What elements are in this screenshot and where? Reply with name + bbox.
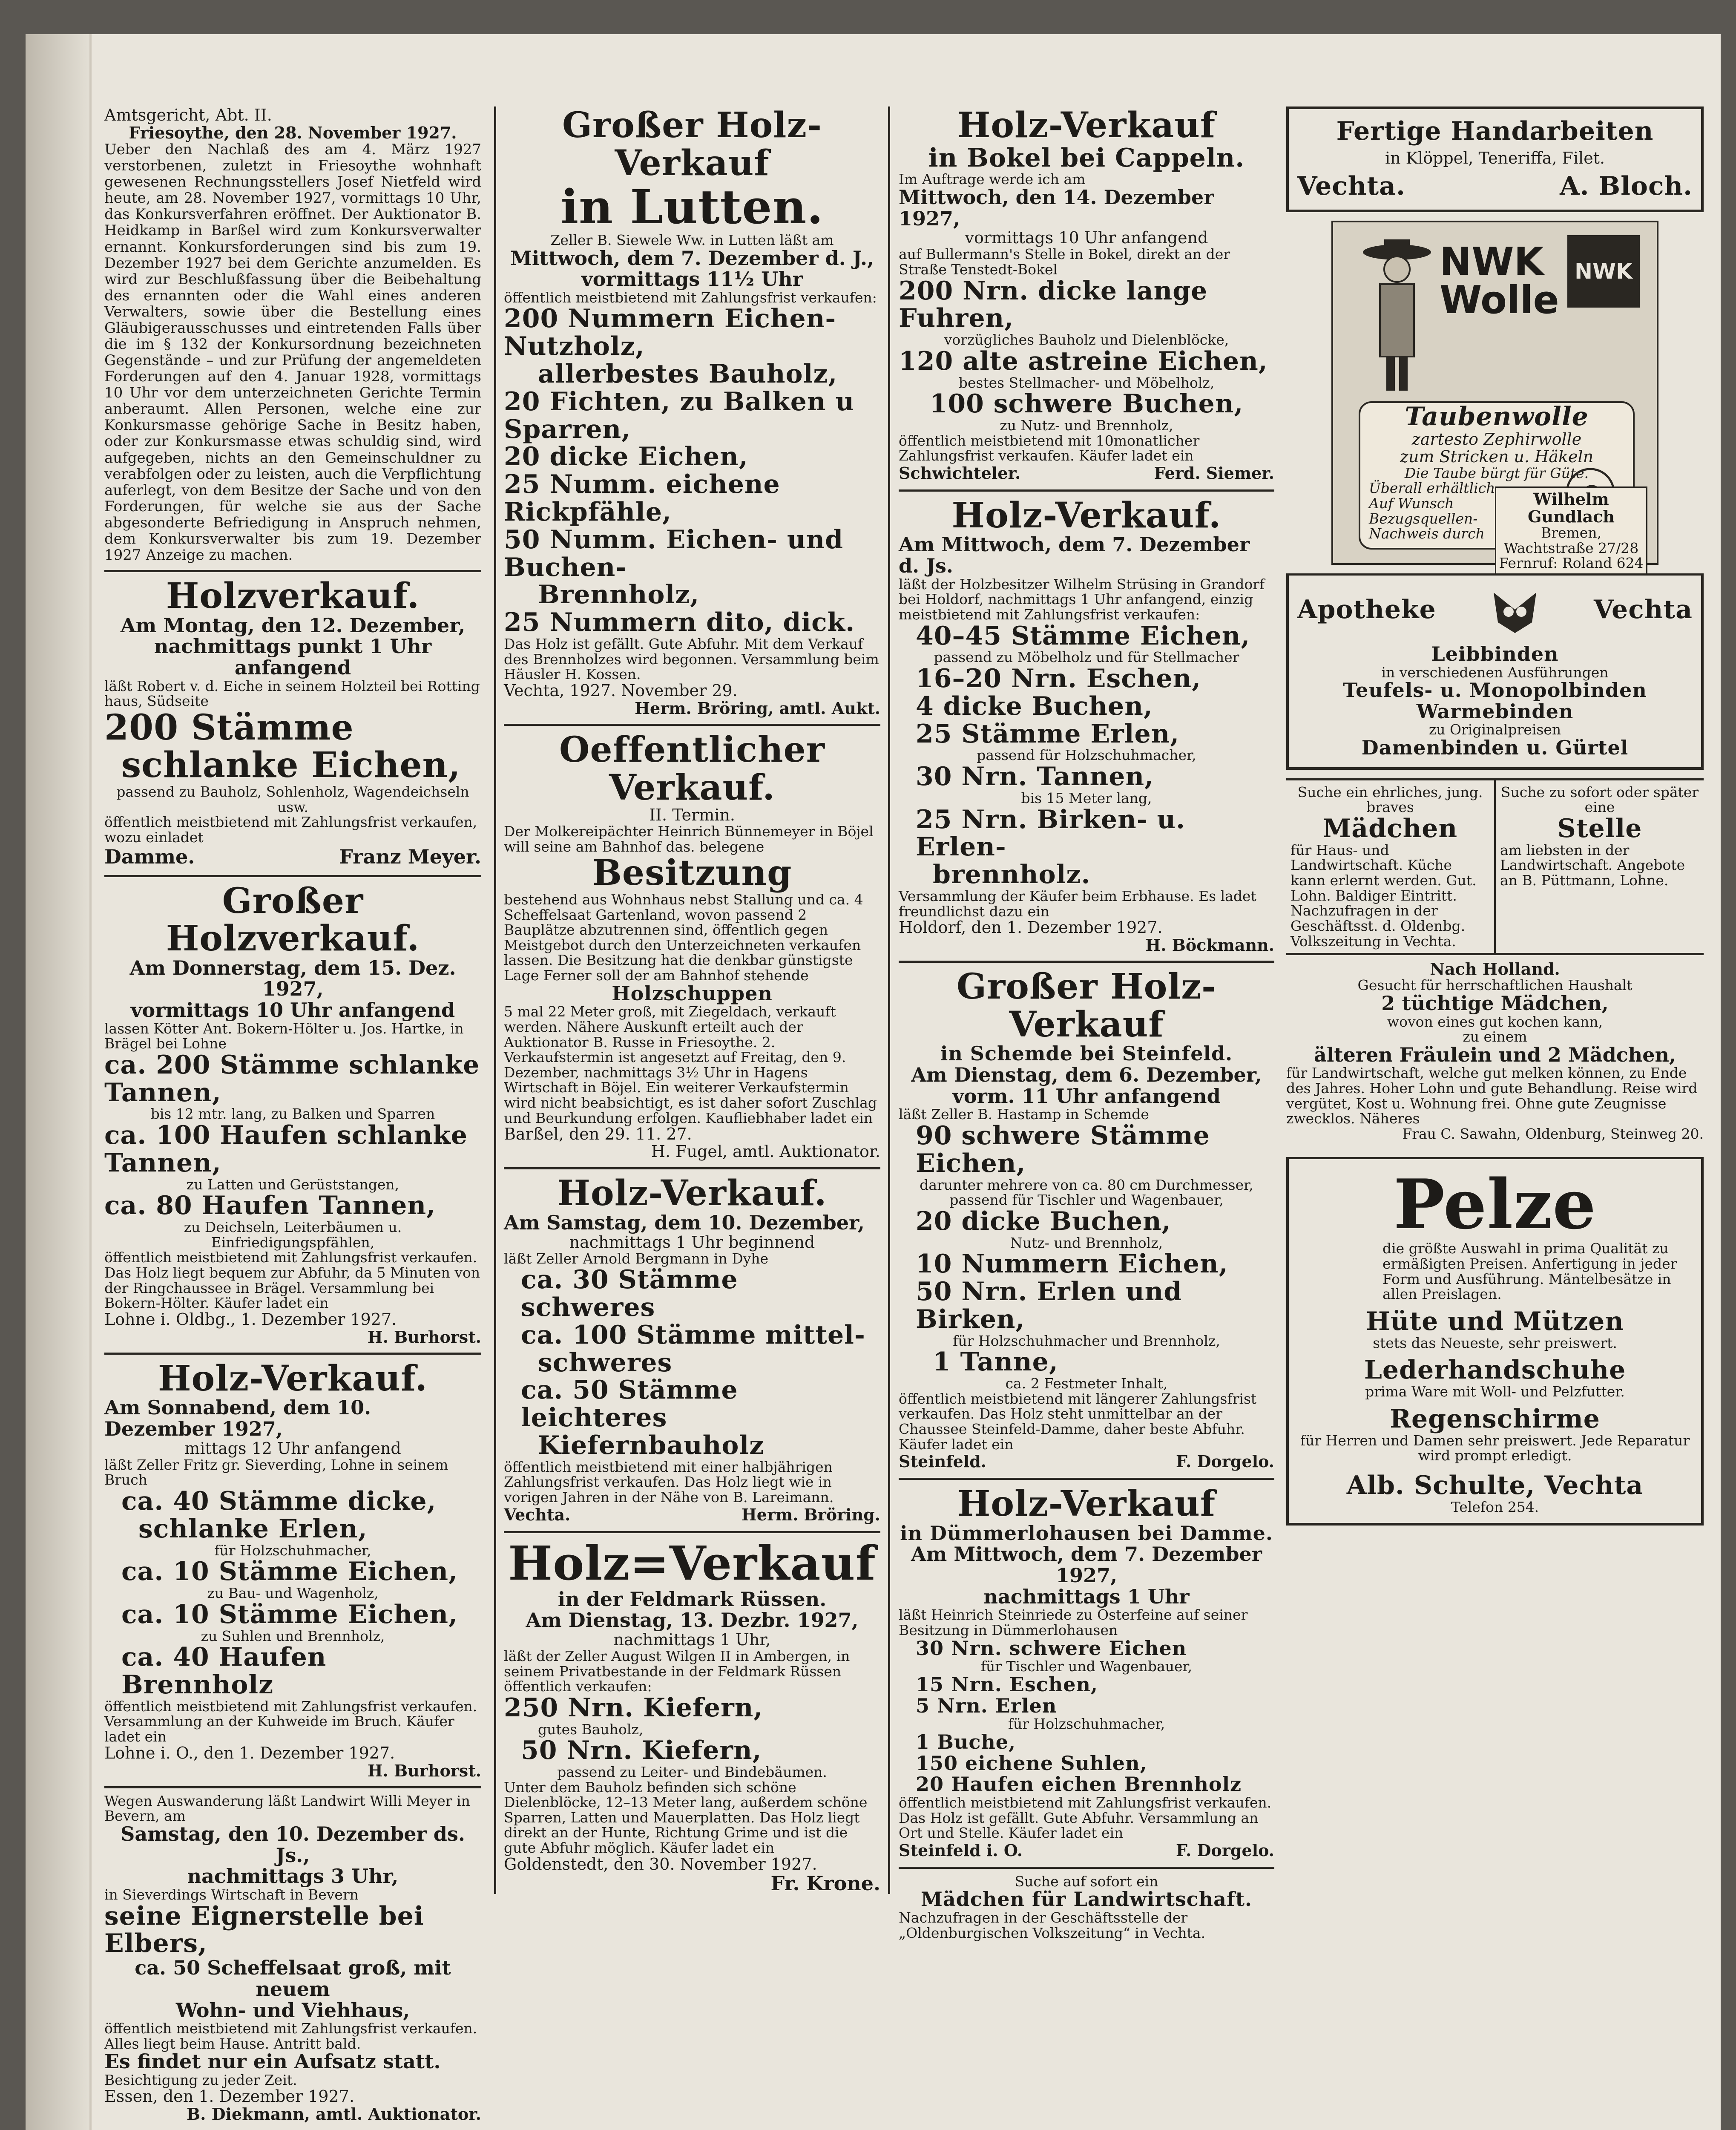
ad-time: vormittags 11½ Uhr — [581, 268, 803, 291]
ad-item: 120 alte astreine Eichen, — [899, 346, 1268, 376]
ad-signer: H. Burhorst. — [367, 1327, 481, 1347]
ad-item: schlanke Erlen, — [138, 1514, 368, 1544]
ad-note: für Holzschuhmacher, — [214, 1542, 371, 1559]
product-line: zum Stricken u. Häkeln — [1400, 447, 1594, 466]
ad-big-line: Holzschuppen — [612, 982, 773, 1005]
ad-terms: öffentlich meistbietend mit Zahlungsfrist verkaufen. Das Holz ist gefällt. Gute Abfuhr. Versammlung an Ort und Stelle. Käufer ladet ein — [899, 1794, 1272, 1842]
ad-place: Steinfeld i. O. — [899, 1840, 1023, 1860]
ad-place: Lohne i. O., den 1. Dezember 1927. — [104, 1743, 395, 1762]
ad-big-line: seine Eignerstelle bei Elbers, — [104, 1901, 424, 1959]
ad-big-line: schlanke Eichen, — [121, 745, 461, 786]
ad-title-place: in Schemde bei Steinfeld. — [940, 1042, 1233, 1065]
ad-intro: läßt der Holzbesitzer Wilhelm Strüsing in Grandorf bei Holdorf, nachmittags 1 Uhr anfangend, einzig meistbietend mit Zahlungsfrist verkaufen: — [899, 576, 1265, 623]
ad-signature — [899, 1841, 1274, 1860]
ad-place: Lohne i. Oldbg., 1. Dezember 1927. — [104, 1310, 397, 1329]
ad-intro: läßt Zeller Fritz gr. Sieverding, Lohne in seinem Bruch — [104, 1456, 448, 1488]
ad-date: Am Donnerstag, dem 15. Dez. 1927, — [129, 956, 456, 1001]
ad-item: Kiefernbauholz — [538, 1431, 765, 1461]
ad-stelle-gesucht — [1496, 780, 1704, 953]
ad-maedchen-gesucht — [1286, 780, 1496, 953]
ad-place: Damme. — [104, 845, 195, 868]
ad-signer: F. Dorgelo. — [1176, 1840, 1274, 1860]
ad-big-line: Wohn- und Viehhaus, — [175, 1998, 410, 2022]
ad-place-line: in Sieverdings Wirtschaft in Bevern — [104, 1886, 359, 1903]
ad-title: Fertige Handarbeiten — [1336, 116, 1654, 146]
ad-intro: läßt der Zeller August Wilgen II in Ambergen, in seinem Privatbestande in der Feldmark Rüssen öffentlich verkaufen: — [504, 1647, 850, 1695]
ad-note: zu Latten und Gerüststangen, — [186, 1176, 400, 1193]
ad-date: Am Mittwoch, dem 7. Dezember d. Js. — [899, 533, 1250, 578]
ad-note: zu Bau- und Wagenholz, — [207, 1585, 379, 1602]
ad-item: 10 Nummern Eichen, — [916, 1249, 1228, 1279]
ad-note: vorzügliches Bauholz und Dielenblöcke, — [944, 331, 1229, 348]
ad-item: ca. 30 Stämme schweres — [521, 1265, 738, 1323]
ad-big-line: Stelle — [1557, 814, 1642, 844]
ad-title: Holz-Verkauf — [957, 1483, 1216, 1525]
ad-item: Lederhandschuhe — [1364, 1355, 1626, 1385]
ad-item: 50 Nrn. Erlen und Birken, — [916, 1277, 1182, 1334]
ad-title: Großer Holzverkauf. — [166, 880, 420, 959]
ad-intro: Gesucht für herrschaftlichen Haushalt — [1357, 977, 1633, 994]
ad-note: in verschiedenen Ausführungen — [1381, 664, 1609, 681]
ad-item: 150 eichene Suhlen, — [916, 1751, 1147, 1775]
ad-terms: Versammlung der Käufer beim Erbhause. Es ladet freundlichst dazu ein — [899, 887, 1256, 920]
ad-body: die größte Auswahl in prima Qualität zu ermäßigten Preisen. Anfertigung in jeder Form und Ausführung. Mäntelbesätze in allen Preislagen. — [1382, 1240, 1677, 1303]
ad-pelze-schulte — [1286, 1157, 1704, 1526]
ad-place: Schwichteler. — [899, 463, 1021, 483]
ad-item: ca. 100 Stämme mittel- — [521, 1320, 865, 1350]
apotheke-left: Apotheke — [1297, 594, 1436, 625]
ad-date: Am Mittwoch, dem 7. Dezember 1927, — [911, 1543, 1262, 1587]
ad-note: für Herren und Damen sehr preiswert. Jede Reparatur wird prompt erledigt. — [1300, 1432, 1690, 1464]
ad-title: Holz-Verkauf. — [951, 495, 1222, 536]
ad-body: Nachzufragen in der Geschäftsstelle der „Oldenburgischen Volkszeitung“ in Vechta. — [899, 1909, 1206, 1941]
ad-body: 5 mal 22 Meter groß, mit Ziegeldach, verkauft werden. Nähere Auskunft erteilt auch der Auktionator B. Russe in Friesoythe. 2. Verkaufstermin ist angesetzt auf Freitag, den 9. Dezember, nachmittags 3½ Uhr in Hagens Wirtschaft in Böjel. Ein weiterer Verkaufstermin wird nicht beabsichtigt, es ist daher sofort Zuschlag und Beurkundung erfolgen. Kaufliebhaber ladet ein — [504, 1003, 877, 1126]
ad-head: Nach Holland. — [1430, 959, 1560, 979]
ad-intro: auf Bullermann's Stelle in Bokel, direkt an der Straße Tenstedt-Bokel — [899, 246, 1230, 278]
ad-fertige-handarbeiten — [1286, 106, 1704, 212]
ad-body: zu einem — [1463, 1028, 1527, 1045]
ad-body: für Landwirtschaft, welche gut melken können, zu Ende des Jahres. Hoher Lohn und gute Behandlung. Reise wird vergütet, Kost u. Wohnung frei. Ohne gute Zeugnisse zwecklos. Näheres — [1286, 1065, 1698, 1127]
badge-label: NWK — [1575, 259, 1633, 284]
ad-time: mittags 12 Uhr anfangend — [184, 1439, 401, 1458]
ad-apotheke-vechta — [1286, 573, 1704, 770]
ad-item: 25 Stämme Erlen, — [916, 719, 1180, 749]
brand-name: NWK — [1440, 239, 1544, 284]
ad-grosser-holzverkauf-braegel — [104, 875, 481, 1353]
ad-holz-verkauf-sieverding — [104, 1353, 481, 1786]
ad-date: Samstag, den 10. Dezember ds. Js., — [121, 1822, 465, 1867]
ad-title: Großer Holz-Verkauf — [562, 105, 822, 184]
ad-item: ca. 200 Stämme schlanke Tannen, — [104, 1050, 480, 1108]
ad-title: Oeffentlicher Verkauf. — [559, 729, 825, 808]
product-line: zartesto Zephirwolle — [1411, 429, 1582, 449]
ad-time: nachmittags 1 Uhr, — [613, 1630, 771, 1649]
ad-intro: lassen Kötter Ant. Bokern-Hölter u. Jos. Hartke, in Brägel bei Lohne — [104, 1020, 464, 1052]
ad-place: Vechta. — [1297, 171, 1405, 201]
ad-intro: läßt Robert v. d. Eiche in seinem Holzteil bei Rotting haus, Südseite — [104, 677, 480, 710]
ad-oeffentlicher-verkauf — [504, 724, 880, 1167]
ad-intro: Wegen Auswanderung läßt Landwirt Willi Meyer in Bevern, am — [104, 1792, 470, 1825]
ad-body: für Haus- und Landwirtschaft. Küche kann erlernt werden. Gut. Lohn. Baldiger Eintritt. Nachzufragen in der Geschäftsst. d. Oldenbg. Volkszeitung in Vechta. — [1291, 841, 1477, 950]
ad-signature — [1297, 171, 1693, 201]
ad-place: Goldenstedt, den 30. November 1927. — [504, 1854, 817, 1874]
ad-item: schweres — [538, 1347, 673, 1378]
ad-signer: Fr. Krone. — [770, 1871, 880, 1895]
ad-title: Holz=Verkauf — [508, 1535, 876, 1591]
ad-item: 50 Numm. Eichen- und Buchen- — [504, 524, 844, 582]
ad-item: ca. 80 Haufen Tannen, — [104, 1191, 436, 1221]
ad-terms: öffentlich meistbietend mit Zahlungsfrist verkaufen. Alles liegt beim Hause. Antritt bald. — [104, 2020, 477, 2052]
ad-terms: öffentlich meistbietend mit Zahlungsfrist verkaufen. Das Holz liegt bequem zur Abfuhr, da 5 Minuten von der Ringchaussee in Brägel. Versammlung bei Bokern-Hölter. Käufer ladet ein — [104, 1249, 480, 1312]
ad-big-line: Besitzung — [592, 852, 792, 894]
book-gutter — [26, 34, 89, 2130]
ad-item: Leibbinden — [1431, 642, 1559, 665]
ad-title-place: in Lutten. — [560, 179, 824, 235]
ad-time: vorm. 11 Uhr anfangend — [952, 1084, 1221, 1108]
ad-date: Mittwoch, den 14. Dezember 1927, — [899, 185, 1214, 230]
ad-date: Am Samstag, dem 10. Dezember, — [504, 1211, 865, 1234]
ad-item: 25 Nummern dito, dick. — [504, 607, 855, 638]
firm-name: Wilhelm Gundlach — [1527, 489, 1615, 526]
ad-item: 20 dicke Buchen, — [916, 1206, 1171, 1236]
ad-signature — [104, 845, 481, 868]
ad-item: Teufels- u. Monopolbinden — [1343, 679, 1647, 702]
column-4 — [1286, 106, 1704, 1526]
ad-item: ca. 10 Stämme Eichen, — [121, 1599, 458, 1629]
firm-address: Bremen, Wachtstraße 27/28 — [1503, 524, 1639, 556]
ad-date: Mittwoch, dem 7. Dezember d. J., — [510, 246, 874, 270]
ad-place: Holdorf, den 1. Dezember 1927. — [899, 918, 1163, 937]
ad-note: passend zu Bauholz, Sohlenholz, Wagendeichseln usw. — [116, 783, 469, 815]
ad-signer: B. Diekmann, amtl. Auktionator. — [187, 2104, 481, 2124]
ad-note: für Tischler und Wagenbauer, — [980, 1658, 1193, 1675]
ad-item: 20 dicke Eichen, — [504, 442, 748, 472]
ad-intro: läßt Heinrich Steinriede zu Osterfeine auf seiner Besitzung in Dümmerlohausen — [899, 1606, 1248, 1639]
ad-intro: Suche auf sofort ein — [1015, 1873, 1158, 1890]
ad-place: Steinfeld. — [899, 1452, 986, 1471]
ad-time: nachmittags 1 Uhr — [983, 1585, 1190, 1608]
ad-note: gutes Bauholz, — [538, 1721, 644, 1738]
ad-place: Vechta, 1927. November 29. — [504, 681, 738, 700]
ad-holz-verkauf-dyhe — [504, 1167, 880, 1531]
ad-intro: Zeller B. Siewele Ww. in Lutten läßt am — [550, 231, 834, 248]
ad-body: wovon eines gut kochen kann, — [1387, 1013, 1603, 1030]
ad-body: Unter dem Bauholz befinden sich schöne Dielenblöcke, 12–13 Meter lang, außerdem schöne Sparren, Latten und Mauerplatten. Das Holz liegt direkt an der Hunte, Richtung Grime und ist die gute Abfuhr möglich. Käufer ladet ein — [504, 1779, 868, 1857]
ad-terms: öffentlich meistbietend mit Zahlungsfrist verkaufen. Versammlung an der Kuhweide im Bruch. Käufer ladet ein — [104, 1698, 477, 1745]
court-notice — [104, 106, 481, 570]
column-3 — [899, 106, 1282, 1940]
court-date: Friesoythe, den 28. November 1927. — [129, 123, 457, 143]
ad-item: 25 Numm. eichene Rickpfähle, — [504, 469, 780, 527]
ad-date: Am Dienstag, dem 6. Dezember, — [911, 1063, 1262, 1086]
ad-holz-verkauf-bokel — [899, 106, 1274, 489]
brand-name-2: Wolle — [1440, 277, 1559, 322]
ad-signer: F. Dorgelo. — [1176, 1452, 1274, 1471]
ad-holz-verkauf-duemmerlohausen — [899, 1478, 1274, 1867]
ad-intro: läßt Zeller Arnold Bergmann in Dyhe — [504, 1250, 769, 1267]
ad-big-line: Mädchen — [1322, 814, 1458, 844]
ad-place-line: in der Feldmark Rüssen. — [558, 1587, 827, 1611]
ad-note: für Holzschuhmacher und Brennholz, — [953, 1332, 1220, 1349]
ad-note: zu Originalpreisen — [1428, 721, 1561, 738]
ad-item: 30 Nrn. Tannen, — [916, 762, 1154, 792]
ad-intro: Suche zu sofort oder später eine — [1500, 783, 1699, 816]
ad-phone: Telefon 254. — [1451, 1498, 1539, 1515]
ad-signature — [899, 1452, 1274, 1471]
ad-big-line: älteren Fräulein und 2 Mädchen, — [1314, 1043, 1676, 1066]
ad-signer: Herm. Bröring. — [741, 1505, 880, 1524]
ad-item: 20 Haufen eichen Brennholz — [916, 1773, 1242, 1796]
product-line: Die Taube bürgt für Güte. — [1404, 464, 1589, 481]
ad-title-place: in Bokel bei Cappeln. — [928, 143, 1245, 173]
ad-note: stets das Neueste, sehr preiswert. — [1373, 1334, 1617, 1351]
ad-terms: öffentlich meistbietend mit 10monatlicher Zahlungsfrist verkaufen. Käufer ladet ein — [899, 432, 1200, 464]
ad-item: 200 Nummern Eichen-Nutzholz, — [504, 304, 836, 362]
ad-item: 90 schwere Stämme Eichen, — [916, 1120, 1210, 1178]
court-head: Amtsgericht, Abt. II. — [104, 106, 272, 124]
ad-item: 1 Tanne, — [933, 1347, 1058, 1377]
ad-holz-verkauf-grandorf — [899, 489, 1274, 961]
ad-item: Regenschirme — [1390, 1404, 1600, 1434]
ad-note: zu Deichseln, Leiterbäumen u. Einfriedigungspfählen, — [184, 1219, 402, 1251]
ad-item: 4 dicke Buchen, — [916, 691, 1153, 721]
ad-terms: öffentlich meistbietend mit einer halbjährigen Zahlungsfrist verkaufen. Das Holz liegt wie in vorigen Jahren in der Nähe von B. Lareimann. — [504, 1458, 834, 1506]
ad-item: ca. 10 Stämme Eichen, — [121, 1557, 458, 1587]
apotheke-header — [1297, 584, 1693, 635]
gundlach-box — [1495, 486, 1647, 575]
ad-intro: Suche ein ehrliches, jung. braves — [1297, 783, 1483, 816]
ad-signer: H. Fugel, amtl. Auktionator. — [651, 1142, 880, 1161]
nwk-star-icon — [1567, 235, 1640, 308]
ad-item: ca. 100 Haufen schlanke Tannen, — [104, 1120, 468, 1178]
ad-item: 50 Nrn. Kiefern, — [521, 1736, 762, 1766]
ad-item: ca. 50 Stämme leichteres — [521, 1375, 738, 1433]
ad-address: Frau C. Sawahn, Oldenburg, Steinweg 20. — [1402, 1125, 1704, 1142]
ad-note: Das Holz ist gefällt. Gute Abfuhr. Mit dem Verkauf des Brennholzes wird begonnen. Versammlung beim Häusler H. Kossen. — [504, 636, 879, 683]
ad-title: Holz-Verkauf. — [557, 1173, 827, 1214]
ad-date: Am Sonnabend, dem 10. Dezember 1927, — [104, 1396, 371, 1441]
ad-item: ca. 40 Haufen Brennholz — [121, 1642, 327, 1700]
ad-nwk-wolle — [1286, 221, 1704, 572]
ad-signer: H. Böckmann. — [1145, 935, 1274, 955]
nwk-poster — [1331, 221, 1658, 572]
ad-body: am liebsten in der Landwirtschaft. Angebote an B. Püttmann, Lohne. — [1500, 841, 1685, 889]
ad-note: darunter mehrere von ca. 80 cm Durchmesser, passend für Tischler und Wagenbauer, — [920, 1176, 1253, 1209]
ad-note: zu Suhlen und Brennholz, — [201, 1627, 385, 1644]
ad-intro: Der Molkereipächter Heinrich Bünnemeyer in Böjel will seine am Bahnhof das. belegene — [504, 823, 874, 855]
ad-title: Großer Holz-Verkauf — [956, 966, 1217, 1045]
ad-date: Am Montag, den 12. Dezember, — [120, 613, 466, 637]
ad-note: bis 12 mtr. lang, zu Balken und Sparren — [150, 1105, 435, 1123]
product-line: Auf Wunsch Bezugsquellen-Nachweis durch — [1369, 495, 1485, 542]
ad-body: bestehend aus Wohnhaus nebst Stallung und ca. 4 Scheffelsaat Gartenland, wovon passend 2 Bauplätze abzutrennen sind, öffentlich gegen Meistgebot durch den Unterzeichneten verkaufen lassen. Die Besitzung hat die denkbar günstigste Lage Ferner soll der am Bahnhof stehende — [504, 891, 863, 984]
ad-item: 1 Buche, — [916, 1730, 1016, 1753]
ad-item: 5 Nrn. Erlen — [916, 1694, 1057, 1717]
ad-big-line: Mädchen für Landwirtschaft. — [920, 1888, 1253, 1911]
ad-item: brennholz. — [933, 860, 1091, 890]
ad-note: zu Nutz- und Brennholz, — [1000, 417, 1173, 434]
ad-holzverkauf-rotting — [104, 570, 481, 875]
ad-terms: öffentlich meistbietend mit längerer Zahlungsfrist verkaufen. Das Holz steht unmittelbar an der Chaussee Steinfeld-Damme, daher beste Abfuhr. Käufer ladet ein — [899, 1390, 1257, 1453]
ad-title: Holz-Verkauf — [957, 105, 1216, 146]
ad-note: passend für Holzschuhmacher, — [977, 747, 1196, 764]
ad-title-place: in Dümmerlohausen bei Damme. — [900, 1521, 1273, 1545]
ad-title: Holzverkauf. — [166, 576, 420, 617]
ad-intro: Im Auftrage werde ich am — [899, 171, 1086, 188]
ad-place: Essen, den 1. Dezember 1927. — [104, 2087, 354, 2106]
column-1 — [104, 106, 481, 2123]
ad-time: nachmittags 3 Uhr, — [187, 1865, 399, 1888]
product-line: Überall erhältlich — [1369, 480, 1495, 497]
ad-signer: H. Burhorst. — [367, 1761, 481, 1780]
ad-title: Holz-Verkauf. — [158, 1358, 428, 1399]
ad-note: ca. 2 Festmeter Inhalt, — [1005, 1375, 1168, 1392]
ad-terms: öffentlich meistbietend mit Zahlungsfrist verkaufen: — [504, 289, 877, 306]
ad-item: 15 Nrn. Eschen, — [916, 1672, 1098, 1696]
ad-nach-holland — [1286, 953, 1704, 1148]
ad-item: Damenbinden u. Gürtel — [1361, 736, 1629, 760]
product-name: Taubenwolle — [1405, 401, 1589, 432]
ad-terms: öffentlich meistbietend mit Zahlungsfrist verkaufen, wozu einladet — [104, 814, 477, 846]
ad-stellen — [1286, 778, 1704, 953]
ad-note: passend zu Leiter- und Bindebäumen. — [557, 1763, 827, 1780]
ad-time: vormittags 10 Uhr anfangend — [130, 998, 455, 1022]
ad-grosser-holz-verkauf-lutten — [504, 106, 880, 724]
apotheke-right: Vechta — [1594, 594, 1693, 625]
ad-signer: Ferd. Siemer. — [1154, 463, 1274, 483]
ad-item: 200 Nrn. dicke lange Fuhren, — [899, 276, 1208, 334]
ad-auswanderung-meyer — [104, 1786, 481, 2123]
ad-title: Pelze — [1393, 1164, 1597, 1244]
ad-firm: Alb. Schulte, Vechta — [1346, 1470, 1644, 1500]
ad-big-line: 200 Stämme — [104, 707, 354, 748]
ad-time: nachmittags 1 Uhr beginnend — [569, 1232, 815, 1252]
ad-item: ca. 40 Stämme dicke, — [121, 1486, 437, 1517]
ad-holz-verkauf-schemde — [899, 961, 1274, 1478]
ad-intro: läßt Zeller B. Hastamp in Schemde — [899, 1106, 1149, 1123]
ad-time: nachmittags punkt 1 Uhr anfangend — [154, 635, 432, 679]
ad-item: allerbestes Bauholz, — [538, 359, 838, 389]
ad-item: 250 Nrn. Kiefern, — [504, 1692, 763, 1723]
court-body: Ueber den Nachlaß des am 4. März 1927 verstorbenen, zuletzt in Friesoythe wohnhaft gewesenen Rechnungsstellers Josef Nietfeld wird heute, am 28. November 1927, vormittags 10 Uhr, das Konkursverfahren eröffnet. Der Auktionator B. Heidkamp in Barßel wird zum Konkursverwalter ernannt. Konkursforderungen sind bis zum 19. Dezember 1927 bei dem Gerichte anzumelden. Es wird zur Beschlußfassung über die Beibehaltung des ernannten oder die Wahl eines anderen Verwalters, sowie über die Bestellung eines Gläubigerausschusses und eintretenden Falls über die im § 132 der Konkursordnung bezeichneten Gegenstände – und zur Prüfung der angemeldeten Forderungen auf den 4. Januar 1928, vormittags 10 Uhr vor dem unterzeichneten Gerichte Termin anberaumt. Allen Personen, welche eine zur Konkursmasse gehörige Sache in Besitz haben, oder zur Konkursmasse etwas schuldig sind, wird aufgegeben, nichts an den Gemeinschuldner zu verabfolgen oder zu leisten, auch die Verpflichtung auferlegt, von dem Besitze der Sache und von den Forderungen, für welche sie aus der Sache abgesonderte Befriedigung in Anspruch nehmen, dem Konkursverwalter bis zum 19. Dezember 1927 Anzeige zu machen. — [104, 141, 481, 564]
newspaper-page — [26, 34, 1721, 2130]
ad-signature — [899, 463, 1274, 483]
ad-signature — [504, 1505, 880, 1524]
ad-item: Brennholz, — [538, 580, 700, 610]
ad-item: 16–20 Nrn. Eschen, — [916, 664, 1201, 694]
ad-item: 25 Nrn. Birken- u. Erlen- — [916, 804, 1186, 862]
ad-place: Barßel, den 29. 11. 27. — [504, 1125, 692, 1144]
ad-note: für Holzschuhmacher, — [1008, 1716, 1165, 1733]
ad-item: Warmebinden — [1416, 699, 1574, 723]
ad-note: bis 15 Meter lang, — [1021, 789, 1152, 806]
firm-phone: Fernruf: Roland 624 — [1499, 555, 1644, 572]
ad-note: bestes Stellmacher- und Möbelholz, — [958, 374, 1215, 391]
ad-note: passend zu Möbelholz und für Stellmacher — [934, 649, 1239, 666]
ad-item: 30 Nrn. schwere Eichen — [916, 1636, 1187, 1660]
ad-firm: A. Bloch. — [1560, 171, 1693, 201]
ad-holz-verkauf-ruessen — [504, 1531, 880, 1894]
ad-note: prima Ware mit Woll- und Pelzfutter. — [1365, 1383, 1625, 1400]
ad-more: Es findet nur ein Aufsatz statt. — [104, 2050, 441, 2073]
ad-signer: Franz Meyer. — [339, 845, 481, 868]
ad-item: 100 schwere Buchen, — [929, 389, 1244, 419]
ad-view: Besichtigung zu jeder Zeit. — [104, 2072, 297, 2089]
ad-date: Am Dienstag, 13. Dezbr. 1927, — [526, 1609, 859, 1632]
ad-item: 20 Fichten, zu Balken u Sparren, — [504, 386, 855, 444]
ad-item: 40–45 Stämme Eichen, — [916, 621, 1250, 651]
ad-maedchen-landwirtschaft — [899, 1867, 1274, 1941]
ad-big-line: ca. 50 Scheffelsaat groß, mit neuem — [135, 1956, 451, 2000]
shepherd-figure-icon — [1350, 235, 1444, 397]
ad-sub: in Klöppel, Teneriffa, Filet. — [1385, 148, 1605, 167]
ad-item: Hüte und Mützen — [1366, 1306, 1624, 1336]
page-edge — [89, 34, 92, 2130]
ad-note: Nutz- und Brennholz, — [1010, 1234, 1163, 1251]
ad-signer: Herm. Bröring, amtl. Aukt. — [635, 698, 880, 718]
ad-place: Vechta. — [504, 1505, 571, 1524]
ad-sub: II. Termin. — [649, 806, 735, 825]
ad-big-line: 2 tüchtige Mädchen, — [1381, 991, 1609, 1015]
ad-time: vormittags 10 Uhr anfangend — [965, 228, 1208, 248]
owl-icon — [1489, 584, 1541, 635]
column-2 — [494, 106, 890, 1894]
